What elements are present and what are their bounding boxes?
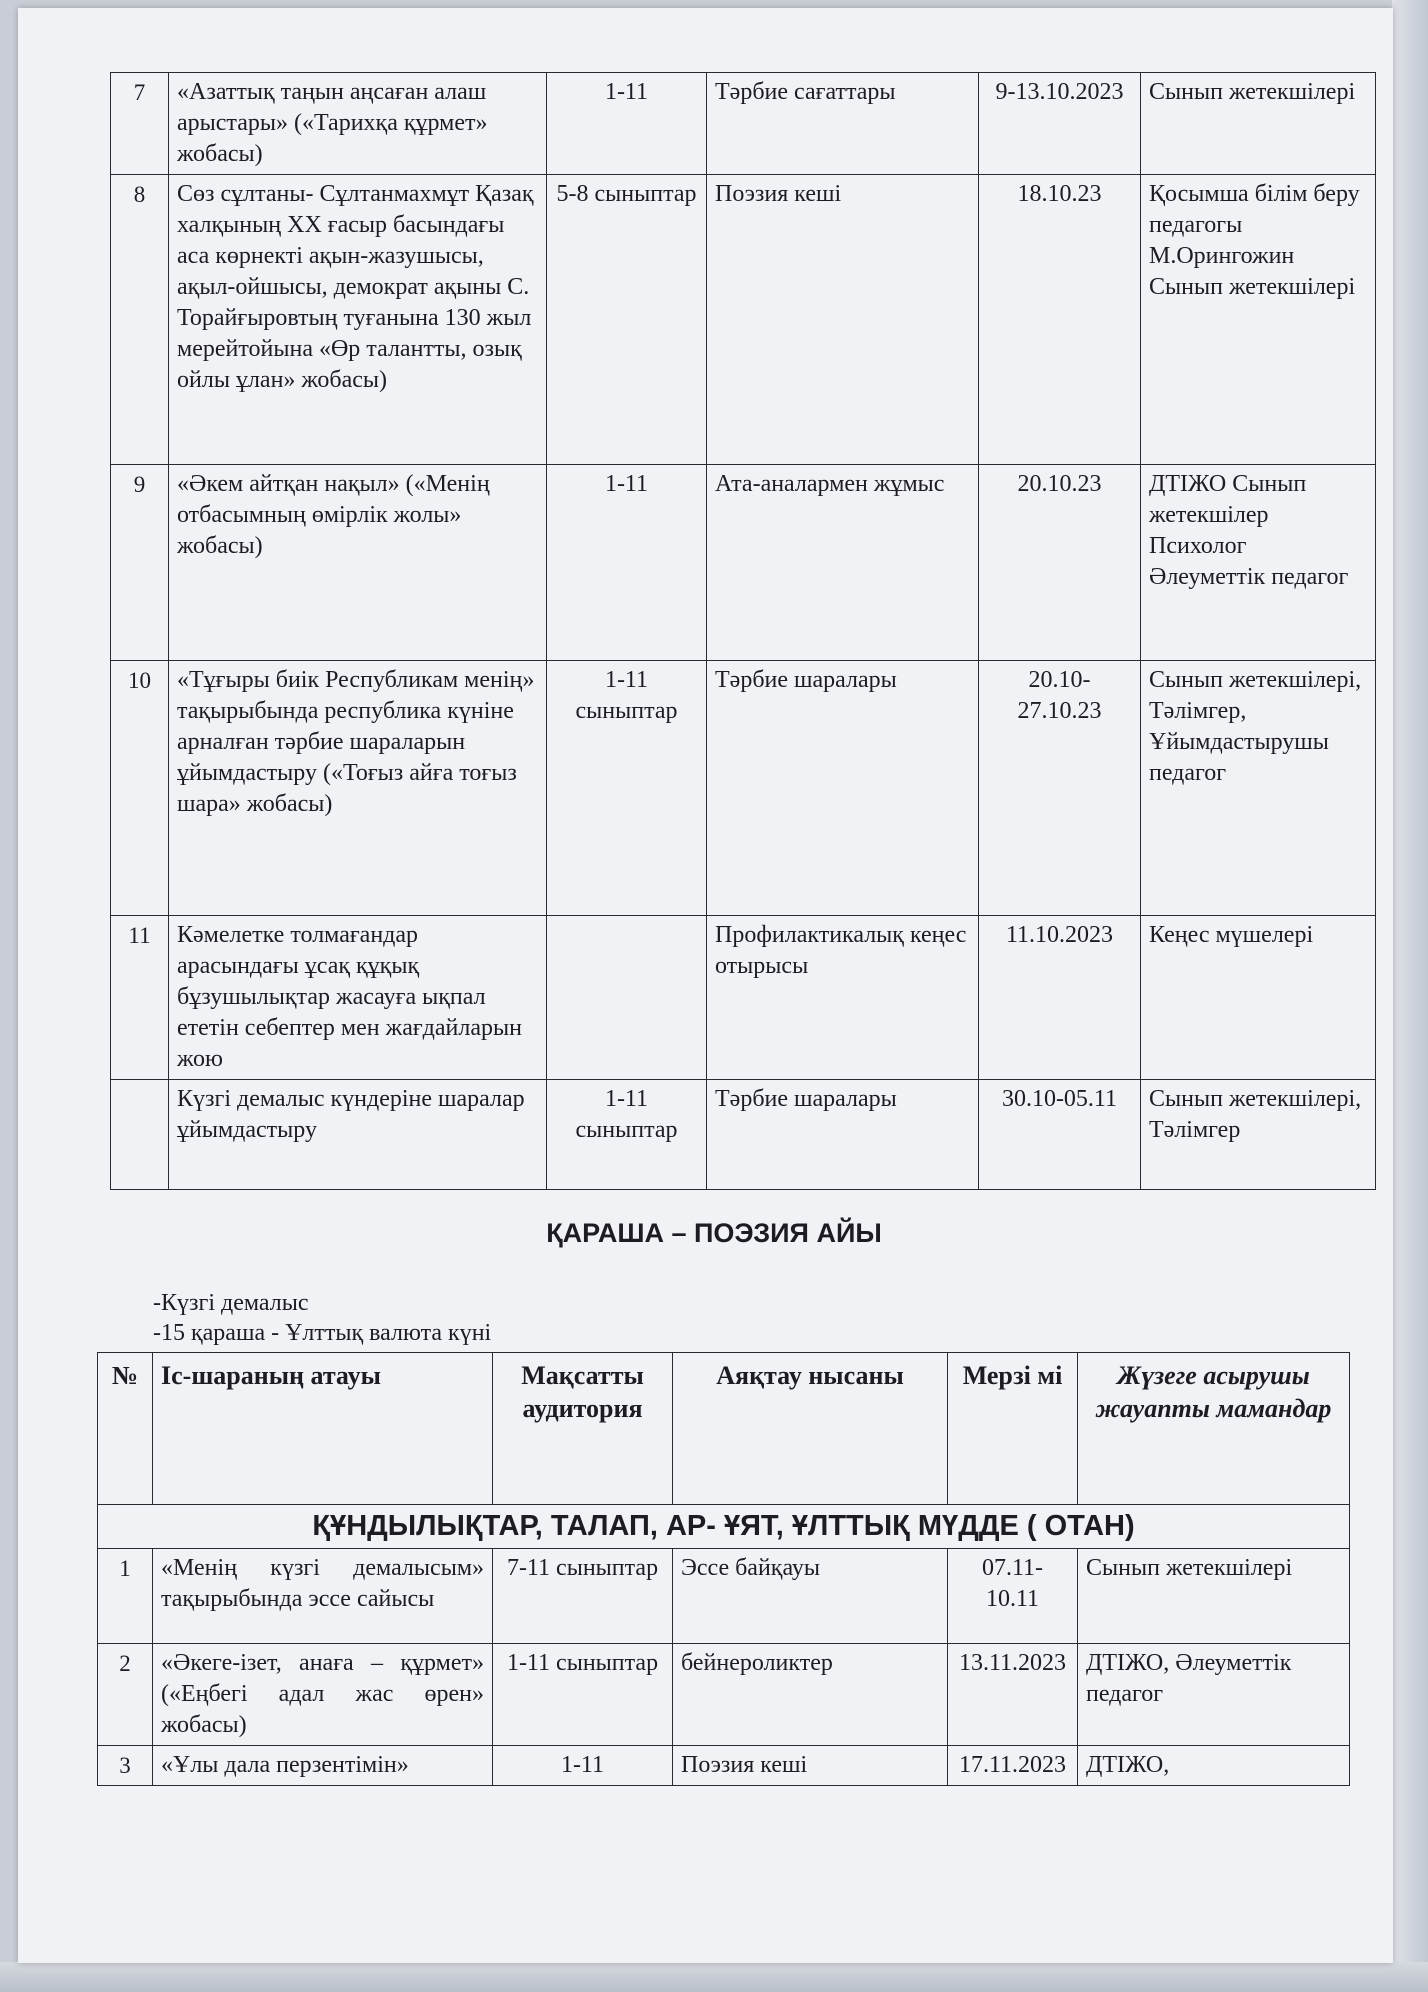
event-name: «Ұлы дала перзентімін»: [153, 1746, 493, 1786]
event-date: 13.11.2023: [948, 1644, 1078, 1746]
row-number: 2: [98, 1644, 153, 1746]
target-audience: 5-8 сыныптар: [547, 175, 707, 465]
target-audience: 7-11 сыныптар: [493, 1549, 673, 1644]
completion-form: бейнероликтер: [673, 1644, 948, 1746]
header-no: №: [98, 1353, 153, 1505]
november-plan-table: [97, 1352, 1350, 1786]
target-audience: [547, 916, 707, 1080]
header-form: Аяқтау нысаны: [673, 1353, 948, 1505]
header-audience: Мақсатты аудитория: [493, 1353, 673, 1505]
event-name: «Әкеге-ізет, анаға – құрмет» («Еңбегі адал жас өрен» жобасы): [153, 1644, 493, 1746]
event-name: «Менің күзгі демалысым» тақырыбында эссе сайысы: [153, 1549, 493, 1644]
table-row: [98, 1549, 1350, 1644]
note-line: -Күзгі демалыс: [153, 1290, 309, 1316]
responsible: Сынып жетекшілері: [1141, 73, 1376, 175]
table-row: [111, 916, 1376, 1080]
target-audience: 1-11: [547, 73, 707, 175]
event-date: 17.11.2023: [948, 1746, 1078, 1786]
event-name: Күзгі демалыс күндеріне шаралар ұйымдастыру: [169, 1080, 547, 1190]
completion-form: Ата-аналармен жұмыс: [707, 465, 979, 661]
completion-form: Тәрбие шаралары: [707, 1080, 979, 1190]
page-edge-right: [1392, 0, 1428, 1992]
target-audience: 1-11: [547, 465, 707, 661]
row-number: [111, 1080, 169, 1190]
event-name: Сөз сұлтаны- Сұлтанмахмұт Қазақ халқының XX ғасыр басындағы аса көрнекті ақын-жазушысы, ақыл-ойшысы, демократ ақыны С. Торайғыровтың туғанына 130 жыл мерейтойына «Өр талантты, озық ойлы ұлан» жобасы): [169, 175, 547, 465]
event-date: 18.10.23: [979, 175, 1141, 465]
event-date: 07.11-10.11: [948, 1549, 1078, 1644]
event-date: 9-13.10.2023: [979, 73, 1141, 175]
target-audience: 1-11 сыныптар: [493, 1644, 673, 1746]
row-number: 11: [111, 916, 169, 1080]
table-row: [111, 175, 1376, 465]
responsible: Сынып жетекшілері: [1078, 1549, 1350, 1644]
completion-form: Тәрбие шаралары: [707, 661, 979, 916]
event-name: «Тұғыры биік Республикам менің» тақырыбында республика күніне арналған тәрбие шараларын ұйымдастыру («Тоғыз айға тоғыз шара» жобасы): [169, 661, 547, 916]
event-date: 30.10-05.11: [979, 1080, 1141, 1190]
responsible: Кеңес мүшелері: [1141, 916, 1376, 1080]
completion-form: Профилактикалық кеңес отырысы: [707, 916, 979, 1080]
section-row: [98, 1505, 1350, 1549]
header-name: Іс-шараның атауы: [153, 1353, 493, 1505]
event-date: 20.10.23: [979, 465, 1141, 661]
table-row: [111, 465, 1376, 661]
table-row: [111, 1080, 1376, 1190]
completion-form: Поэзия кеші: [673, 1746, 948, 1786]
header-row: [98, 1353, 1350, 1505]
responsible: ДТІЖО,: [1078, 1746, 1350, 1786]
completion-form: Поэзия кеші: [707, 175, 979, 465]
section-title: ҚҰНДЫЛЫҚТАР, ТАЛАП, АР- ҰЯТ, ҰЛТТЫҚ МҮДДЕ ( ОТАН): [98, 1505, 1350, 1549]
table-row: [111, 73, 1376, 175]
target-audience: 1-11 сыныптар: [547, 1080, 707, 1190]
responsible: ДТІЖО Сынып жетекшілер Психолог Әлеуметтік педагог: [1141, 465, 1376, 661]
event-name: Кәмелетке толмағандар арасындағы ұсақ құқық бұзушылықтар жасауға ықпал ететін себептер мен жағдайларын жою: [169, 916, 547, 1080]
october-plan-table: [110, 72, 1376, 1190]
month-title: ҚАРАША – ПОЭЗИЯ АЙЫ: [546, 1218, 882, 1248]
note-line: -15 қараша - Ұлттық валюта күні: [153, 1320, 492, 1346]
event-name: «Азаттық таңын аңсаған алаш арыстары» («Тарихқа құрмет» жобасы): [169, 73, 547, 175]
completion-form: Эссе байқауы: [673, 1549, 948, 1644]
target-audience: 1-11 сыныптар: [547, 661, 707, 916]
event-date: 11.10.2023: [979, 916, 1141, 1080]
responsible: ДТІЖО, Әлеуметтік педагог: [1078, 1644, 1350, 1746]
event-date: 20.10-27.10.23: [979, 661, 1141, 916]
row-number: 1: [98, 1549, 153, 1644]
table-row: [98, 1746, 1350, 1786]
header-responsible: Жүзеге асырушы жауапты мамандар: [1078, 1353, 1350, 1505]
event-name: «Әкем айтқан нақыл» («Менің отбасымның өмірлік жолы» жобасы): [169, 465, 547, 661]
row-number: 7: [111, 73, 169, 175]
table-row: [98, 1644, 1350, 1746]
row-number: 3: [98, 1746, 153, 1786]
row-number: 8: [111, 175, 169, 465]
responsible: Сынып жетекшілері, Тәлімгер, Ұйымдастырушы педагог: [1141, 661, 1376, 916]
table-row: [111, 661, 1376, 916]
header-date: Мерзі мі: [948, 1353, 1078, 1505]
row-number: 10: [111, 661, 169, 916]
responsible: Сынып жетекшілері, Тәлімгер: [1141, 1080, 1376, 1190]
completion-form: Тәрбие сағаттары: [707, 73, 979, 175]
target-audience: 1-11: [493, 1746, 673, 1786]
row-number: 9: [111, 465, 169, 661]
responsible: Қосымша білім беру педагогы М.Орингожин Сынып жетекшілері: [1141, 175, 1376, 465]
page-edge-bottom: [0, 1962, 1428, 1992]
